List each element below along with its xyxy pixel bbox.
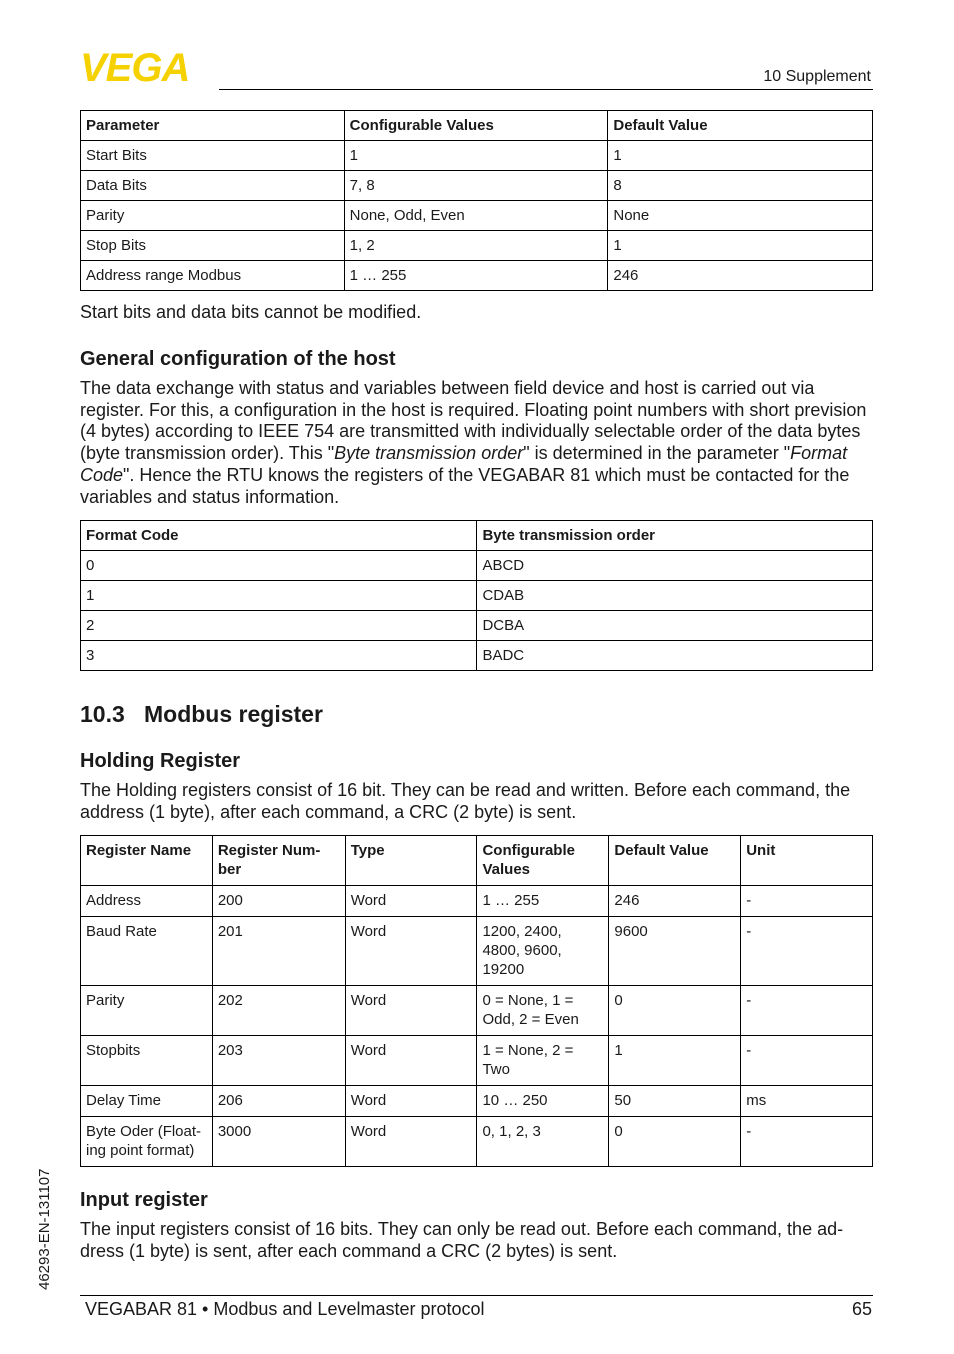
vega-logo — [80, 50, 212, 84]
note-start-bits: Start bits and data bits cannot be modified. — [80, 302, 422, 322]
table-cell: 9600 — [609, 917, 741, 986]
table-cell: Stopbits — [81, 1036, 213, 1086]
table-cell: - — [741, 1036, 873, 1086]
page-number: 65 — [851, 1299, 872, 1319]
table-cell: 1 — [608, 141, 873, 171]
host-config-italic-2: Format Code — [80, 443, 848, 485]
table-cell: ms — [741, 1086, 873, 1117]
table-cell: - — [741, 1117, 873, 1167]
table-cell: 1 … 255 — [477, 886, 609, 917]
host-config-text-3: ". Hence the RTU knows the registers of the VEGABAR 81 which must be contacted for the variables and status information. — [80, 464, 850, 507]
table-cell: 0 — [81, 551, 477, 581]
table-cell: None, Odd, Even — [344, 201, 608, 231]
host-config-text-1: The data exchange with status and variables between field device and host is carried out via register. For this, a configuration in the host is required. Floating point numbers with short prevision (4 bytes) according to IEEE 754 are transmitted with individually selectable order of the data bytes (byte transmission order). This " — [80, 378, 867, 464]
table-row — [81, 886, 873, 917]
table-cell: CDAB — [477, 581, 873, 611]
table-cell: 246 — [608, 261, 873, 291]
table-cell: ABCD — [477, 551, 873, 581]
table-cell: Word — [345, 1117, 477, 1167]
table-cell: Word — [345, 886, 477, 917]
table-cell: 206 — [212, 1086, 345, 1117]
column-header: Configurable Values — [477, 836, 609, 886]
table-cell: Baud Rate — [81, 917, 213, 986]
section-label: 10 Supplement — [763, 68, 871, 85]
table-row — [81, 581, 873, 611]
table-cell: Word — [345, 917, 477, 986]
heading-holding-register: Holding Register — [80, 750, 241, 772]
table-header-row — [81, 111, 873, 141]
table-cell: 1 — [344, 141, 608, 171]
table-row — [81, 201, 873, 231]
column-header: Format Code — [81, 521, 477, 551]
section-number: 10.3 — [80, 701, 125, 727]
table-cell: Address — [81, 886, 213, 917]
table-header-row — [81, 521, 873, 551]
table-header-row — [81, 836, 873, 886]
serial-params-table — [80, 110, 873, 291]
column-header: Parameter — [81, 111, 345, 141]
table-cell: Parity — [81, 986, 213, 1036]
table-cell: Byte Oder (Float-ing point format) — [81, 1117, 213, 1167]
table-cell: Address range Modbus — [81, 261, 345, 291]
column-header: Register Name — [81, 836, 213, 886]
table-row — [81, 917, 873, 986]
footer-divider — [80, 1295, 873, 1296]
table-cell: Word — [345, 1036, 477, 1086]
table-cell: 1 — [609, 1036, 741, 1086]
column-header: Register Num-ber — [212, 836, 345, 886]
table-cell: 1 = None, 2 = Two — [477, 1036, 609, 1086]
table-row — [81, 641, 873, 671]
table-row — [81, 171, 873, 201]
table-cell: 0, 1, 2, 3 — [477, 1117, 609, 1167]
table-cell: 3000 — [212, 1117, 345, 1167]
holding-paragraph: The Holding registers consist of 16 bit. They can be read and written. Before each command, the address (1 byte), after each command, a CRC (2 byte) is sent. — [80, 780, 851, 822]
table-cell: 201 — [212, 917, 345, 986]
table-cell: - — [741, 917, 873, 986]
table-cell: None — [608, 201, 873, 231]
section-title — [80, 701, 323, 728]
table-cell: 200 — [212, 886, 345, 917]
table-cell: 7, 8 — [344, 171, 608, 201]
table-row — [81, 611, 873, 641]
table-cell: 2 — [81, 611, 477, 641]
table-row — [81, 1036, 873, 1086]
column-header: Type — [345, 836, 477, 886]
table-cell: 0 — [609, 986, 741, 1036]
table-cell: Delay Time — [81, 1086, 213, 1117]
table-cell: 202 — [212, 986, 345, 1036]
table-cell: 203 — [212, 1036, 345, 1086]
column-header: Byte transmission order — [477, 521, 873, 551]
column-header: Unit — [741, 836, 873, 886]
table-cell: Data Bits — [81, 171, 345, 201]
table-cell: Parity — [81, 201, 345, 231]
table-cell: 3 — [81, 641, 477, 671]
column-header: Default Value — [608, 111, 873, 141]
table-row — [81, 141, 873, 171]
table-cell: 1 … 255 — [344, 261, 608, 291]
host-config-italic-1: Byte transmission order — [334, 443, 524, 464]
document-code: 46293-EN-131107 — [36, 1168, 53, 1290]
column-header: Default Value — [609, 836, 741, 886]
footer-title: VEGABAR 81 • Modbus and Levelmaster protocol — [85, 1299, 485, 1319]
table-cell: 0 = None, 1 = Odd, 2 = Even — [477, 986, 609, 1036]
table-row — [81, 261, 873, 291]
host-config-text-2: " is determined in the parameter " — [523, 443, 791, 464]
table-cell: Word — [345, 1086, 477, 1117]
table-cell: - — [741, 886, 873, 917]
table-cell: 0 — [609, 1117, 741, 1167]
format-code-table — [80, 520, 873, 671]
table-cell: 1200, 2400, 4800, 9600, 19200 — [477, 917, 609, 986]
host-config-paragraph — [80, 378, 870, 508]
table-row — [81, 986, 873, 1036]
column-header: Configurable Values — [344, 111, 608, 141]
table-row — [81, 551, 873, 581]
table-row — [81, 231, 873, 261]
table-cell: 1 — [81, 581, 477, 611]
table-cell: 1, 2 — [344, 231, 608, 261]
input-paragraph: The input registers consist of 16 bits. They can only be read out. Before each command, the ad-dress (1 byte) is sent, after each command a CRC (2 bytes) is sent. — [80, 1219, 844, 1261]
table-cell: BADC — [477, 641, 873, 671]
table-cell: DCBA — [477, 611, 873, 641]
table-cell: 50 — [609, 1086, 741, 1117]
table-cell: - — [741, 986, 873, 1036]
table-cell: Stop Bits — [81, 231, 345, 261]
heading-input-register: Input register — [80, 1189, 208, 1211]
table-cell: Word — [345, 986, 477, 1036]
table-cell: 246 — [609, 886, 741, 917]
table-cell: 1 — [608, 231, 873, 261]
table-cell: 10 … 250 — [477, 1086, 609, 1117]
holding-register-table — [80, 835, 873, 1167]
table-cell: 8 — [608, 171, 873, 201]
svg-text:VEGA: VEGA — [80, 50, 190, 84]
table-row — [81, 1117, 873, 1167]
header-divider — [219, 89, 873, 90]
heading-host-config: General configuration of the host — [80, 348, 396, 370]
table-row — [81, 1086, 873, 1117]
table-cell: Start Bits — [81, 141, 345, 171]
section-title-text: Modbus register — [144, 701, 323, 727]
